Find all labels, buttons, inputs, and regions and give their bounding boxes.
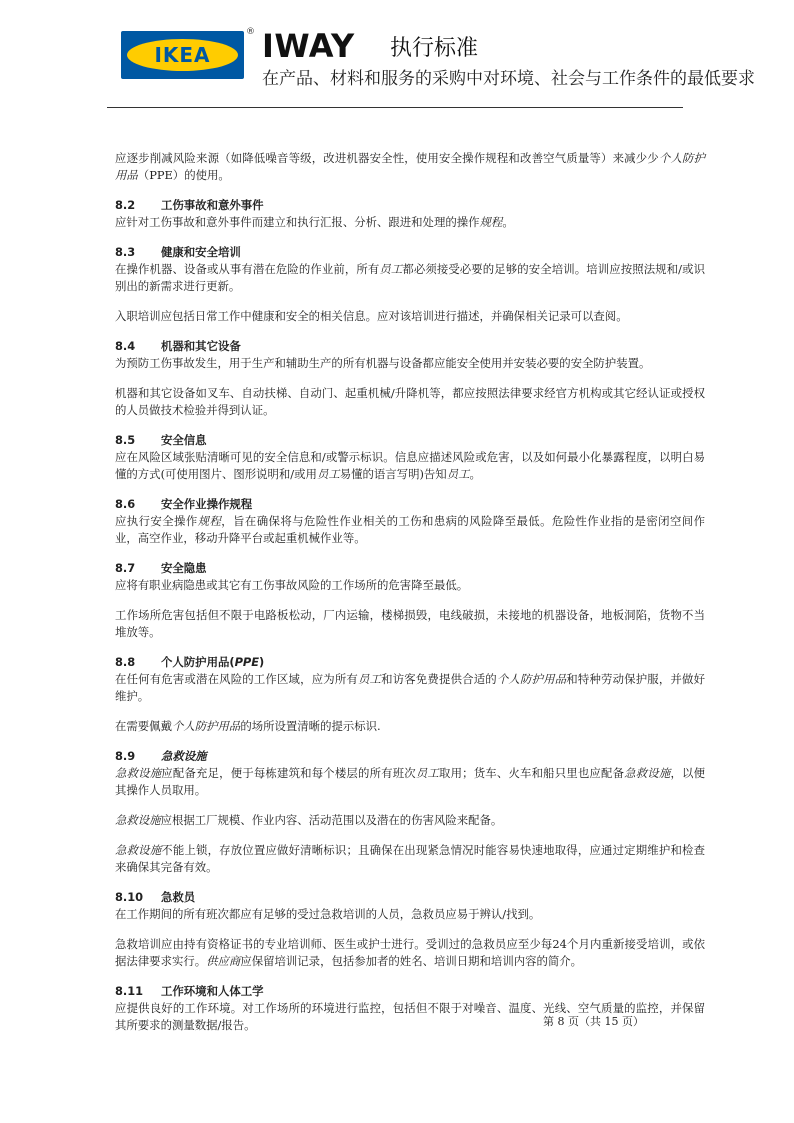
logo-text: IKEA — [154, 43, 211, 67]
section-heading-8-3: 8.3 健康和安全培训 — [115, 245, 241, 259]
document-body — [115, 150, 705, 1047]
intro-paragraph: 应逐步削减风险来源（如降低噪音等级，改进机器安全性，使用安全操作规程和改善空气质量等）来减少少个人防护用品（PPE）的使用。 — [115, 151, 705, 182]
registered-mark: ® — [246, 27, 255, 37]
section-8-3-paragraph-1: 在操作机器、设备或从事有潜在危险的作业前，所有员工都必须接受必要的足够的安全培训。培训应按照法规和/或识别出的新需求进行更新。 — [115, 262, 705, 293]
section-heading-8-9: 8.9 急救设施 — [115, 749, 207, 763]
section-heading-8-5: 8.5 安全信息 — [115, 433, 207, 447]
section-8-9-paragraph-3: 急救设施不能上锁，存放位置应做好清晰标识；且确保在出现紧急情况时能容易快速地取得，应通过定期维护和检查来确保其完备有效。 — [115, 843, 705, 874]
section-8-5-paragraph: 应在风险区域张贴清晰可见的安全信息和/或警示标识。信息应描述风险或危害，以及如何最小化暴露程度，以明白易懂的方式(可使用图片、图形说明和/或用员工易懂的语言写明)告知员工。 — [115, 450, 705, 481]
section-heading-8-8: 8.8 个人防护用品(PPE) — [115, 655, 265, 669]
ikea-logo — [121, 31, 244, 79]
section-8-8-paragraph-1: 在任何有危害或潜在风险的工作区域，应为所有员工和访客免费提供合适的个人防护用品和特种劳动保护服，并做好维护。 — [115, 672, 705, 703]
section-heading-8-6: 8.6 安全作业操作规程 — [115, 497, 253, 511]
section-8-6-paragraph: 应执行安全操作规程，旨在确保将与危险性作业相关的工伤和患病的风险降至最低。危险性作业指的是密闭空间作业，高空作业，移动升降平台或起重机械作业等。 — [115, 514, 705, 545]
page-number: 第 8 页（共 15 页） — [543, 1015, 644, 1028]
section-heading-8-10: 8.10 急救员 — [115, 890, 196, 904]
section-heading-8-4: 8.4 机器和其它设备 — [115, 339, 241, 353]
brand-title: IWAY — [262, 27, 355, 65]
header-tagline: 在产品、材料和服务的采购中对环境、社会与工作条件的最低要求 — [262, 69, 755, 89]
section-heading-8-7: 8.7 安全隐患 — [115, 561, 207, 575]
section-8-2-paragraph: 应针对工伤事故和意外事件而建立和执行汇报、分析、跟进和处理的操作规程。 — [115, 215, 514, 229]
section-8-4-paragraph-2: 机器和其它设备如叉车、自动扶梯、自动门、起重机械/升降机等，都应按照法律要求经官方机构或其它经认证或授权的人员做技术检验并得到认证。 — [115, 386, 705, 417]
brand-subtitle: 执行标准 — [390, 36, 479, 61]
section-8-9-paragraph-2: 急救设施应根据工厂规模、作业内容、活动范围以及潜在的伤害风险来配备。 — [115, 813, 503, 827]
section-8-4-paragraph-1: 为预防工伤事故发生，用于生产和辅助生产的所有机器与设备都应能安全使用并安装必要的安全防护装置。 — [115, 356, 651, 370]
section-8-10-paragraph-1: 在工作期间的所有班次都应有足够的受过急救培训的人员，急救员应易于辨认/找到。 — [115, 907, 541, 921]
section-8-3-paragraph-2: 入职培训应包括日常工作中健康和安全的相关信息。应对该培训进行描述，并确保相关记录可以查阅。 — [115, 309, 628, 323]
page-header — [0, 0, 794, 110]
section-8-11-paragraph: 应提供良好的工作环境。对工作场所的环境进行监控，包括但不限于对噪音、温度、光线、空气质量的监控，并保留其所要求的测量数据/报告。 — [115, 1001, 705, 1032]
section-8-7-paragraph-2: 工作场所危害包括但不限于电路板松动，厂内运输，楼梯损毁，电线破损，未接地的机器设备，地板洞陷，货物不当堆放等。 — [115, 608, 705, 639]
section-8-10-paragraph-2: 急救培训应由持有资格证书的专业培训师、医生或护士进行。受训过的急救员应至少每24个月内重新接受培训，或依据法律要求实行。供应商应保留培训记录，包括参加者的姓名、培训日期和培训内容的简介。 — [115, 937, 705, 968]
section-8-8-paragraph-2: 在需要佩戴个人防护用品的场所设置清晰的提示标识. — [115, 719, 381, 733]
header-divider — [107, 107, 683, 108]
section-8-7-paragraph-1: 应将有职业病隐患或其它有工伤事故风险的工作场所的危害降至最低。 — [115, 578, 469, 592]
section-8-9-paragraph-1: 急救设施应配备充足，便于每栋建筑和每个楼层的所有班次员工取用；货车、火车和船只里也应配备急救设施，以便其操作人员取用。 — [115, 766, 705, 797]
section-heading-8-11: 8.11 工作环境和人体工学 — [115, 984, 264, 998]
section-heading-8-2: 8.2 工伤事故和意外事件 — [115, 198, 264, 212]
